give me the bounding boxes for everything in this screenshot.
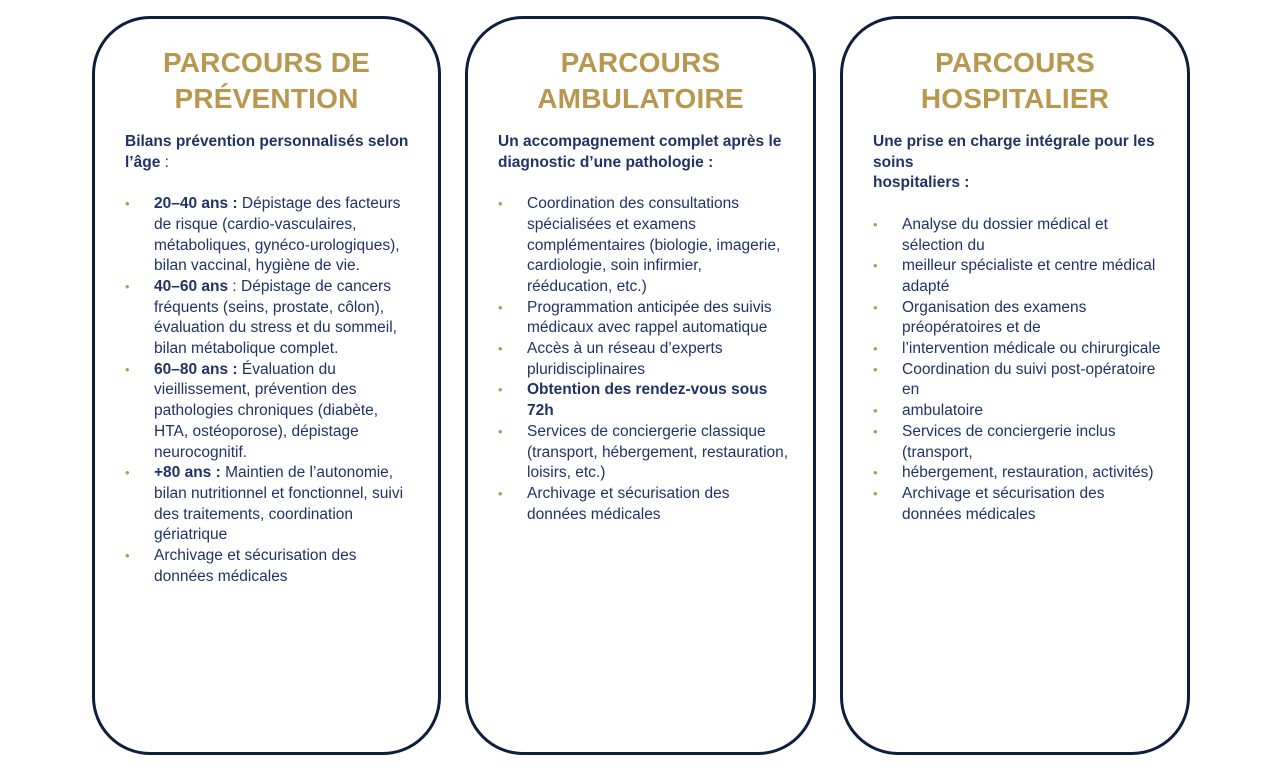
card-intro: Bilans prévention personnalisés selon l’âge : (125, 133, 409, 171)
bullet-icon: • (873, 485, 878, 501)
card-intro: Une prise en charge intégrale pour les soins hospitaliers : (873, 133, 1155, 192)
list-item: • Organisation des examens préopératoires et de (873, 298, 1087, 337)
list-item: • 20–40 ans : Dépistage des facteurs de risque (cardio-vasculaires, métaboliques, gynéco-urologiques), bilan vaccinal, hygiène de vie. (125, 195, 401, 275)
list-item: • meilleur spécialiste et centre médical adapté (873, 257, 1156, 295)
card-title: PARCOURS DE PRÉVENTION (162, 47, 371, 114)
list-item: • Analyse du dossier médical et sélection du (873, 215, 1108, 254)
list-item: • Services de conciergerie classique (transport, hébergement, restauration, loisirs, etc.) (498, 422, 789, 482)
ambulatory-card (465, 16, 816, 755)
bullet-icon: • (498, 299, 503, 315)
bullet-icon: • (873, 216, 878, 232)
list-item: • Programmation anticipée des suivis médicaux avec rappel automatique (498, 298, 772, 337)
list-item: • ambulatoire (873, 401, 1165, 422)
list-item: • Coordination du suivi post-opératoire en (873, 360, 1156, 399)
list-item: • Archivage et sécurisation des données médicales (498, 484, 730, 523)
list-item: • Archivage et sécurisation des données médicales (873, 484, 1105, 523)
bullet-icon: • (873, 299, 878, 315)
card-title: PARCOURS HOSPITALIER (920, 47, 1110, 114)
bullet-list (498, 194, 791, 525)
bullet-icon: • (125, 361, 130, 377)
list-item: • Accès à un réseau d’experts pluridisciplinaires (498, 340, 723, 378)
prevention-card (92, 16, 441, 755)
bullet-list (125, 194, 416, 587)
list-item: • 60–80 ans : Évaluation du vieillissement, prévention des pathologies chroniques (diabète, HTA, ostéoporose), dépistage neurocognitif. (125, 360, 379, 461)
bullet-icon: • (873, 361, 878, 377)
card-content (498, 132, 791, 525)
bullet-icon: • (498, 341, 503, 357)
bullet-icon: • (498, 485, 503, 501)
bullet-icon: • (498, 382, 503, 398)
bullet-icon: • (125, 278, 130, 294)
list-item: • Archivage et sécurisation des données médicales (125, 547, 357, 585)
card-intro: Un accompagnement complet après le diagnostic d’une pathologie : (498, 133, 782, 171)
bullet-icon: • (125, 196, 130, 212)
hospital-card (840, 16, 1190, 755)
list-item: • Services de conciergerie inclus (transport, (873, 422, 1116, 461)
bullet-icon: • (873, 258, 878, 274)
bullet-icon: • (125, 465, 130, 481)
bullet-icon: • (873, 465, 878, 481)
bullet-icon: • (873, 423, 878, 439)
list-item: • Obtention des rendez-vous sous 72h (498, 381, 768, 420)
card-content (873, 132, 1165, 525)
bullet-icon: • (498, 423, 503, 439)
list-item: • 40–60 ans : Dépistage de cancers fréquents (seins, prostate, côlon), évaluation du stress et du sommeil, bilan métabolique complet. (125, 277, 397, 358)
card-title: PARCOURS AMBULATOIRE (537, 47, 744, 114)
bullet-icon: • (873, 403, 878, 419)
bullet-icon: • (498, 196, 503, 212)
bullet-icon: • (125, 548, 130, 564)
list-item: • l’intervention médicale ou chirurgicale (873, 339, 1165, 360)
card-content (125, 132, 416, 587)
bullet-list (873, 215, 1165, 526)
bullet-icon: • (873, 341, 878, 357)
list-item: • +80 ans : Maintien de l’autonomie, bilan nutritionnel et fonctionnel, suivi des traitements, coordination gériatrique (125, 464, 404, 544)
list-item: • hébergement, restauration, activités) (873, 463, 1165, 484)
list-item: • Coordination des consultations spécialisées et examens complémentaires (biologie, imagerie, cardiologie, soin infirmier, rééducation, etc.) (498, 195, 781, 295)
